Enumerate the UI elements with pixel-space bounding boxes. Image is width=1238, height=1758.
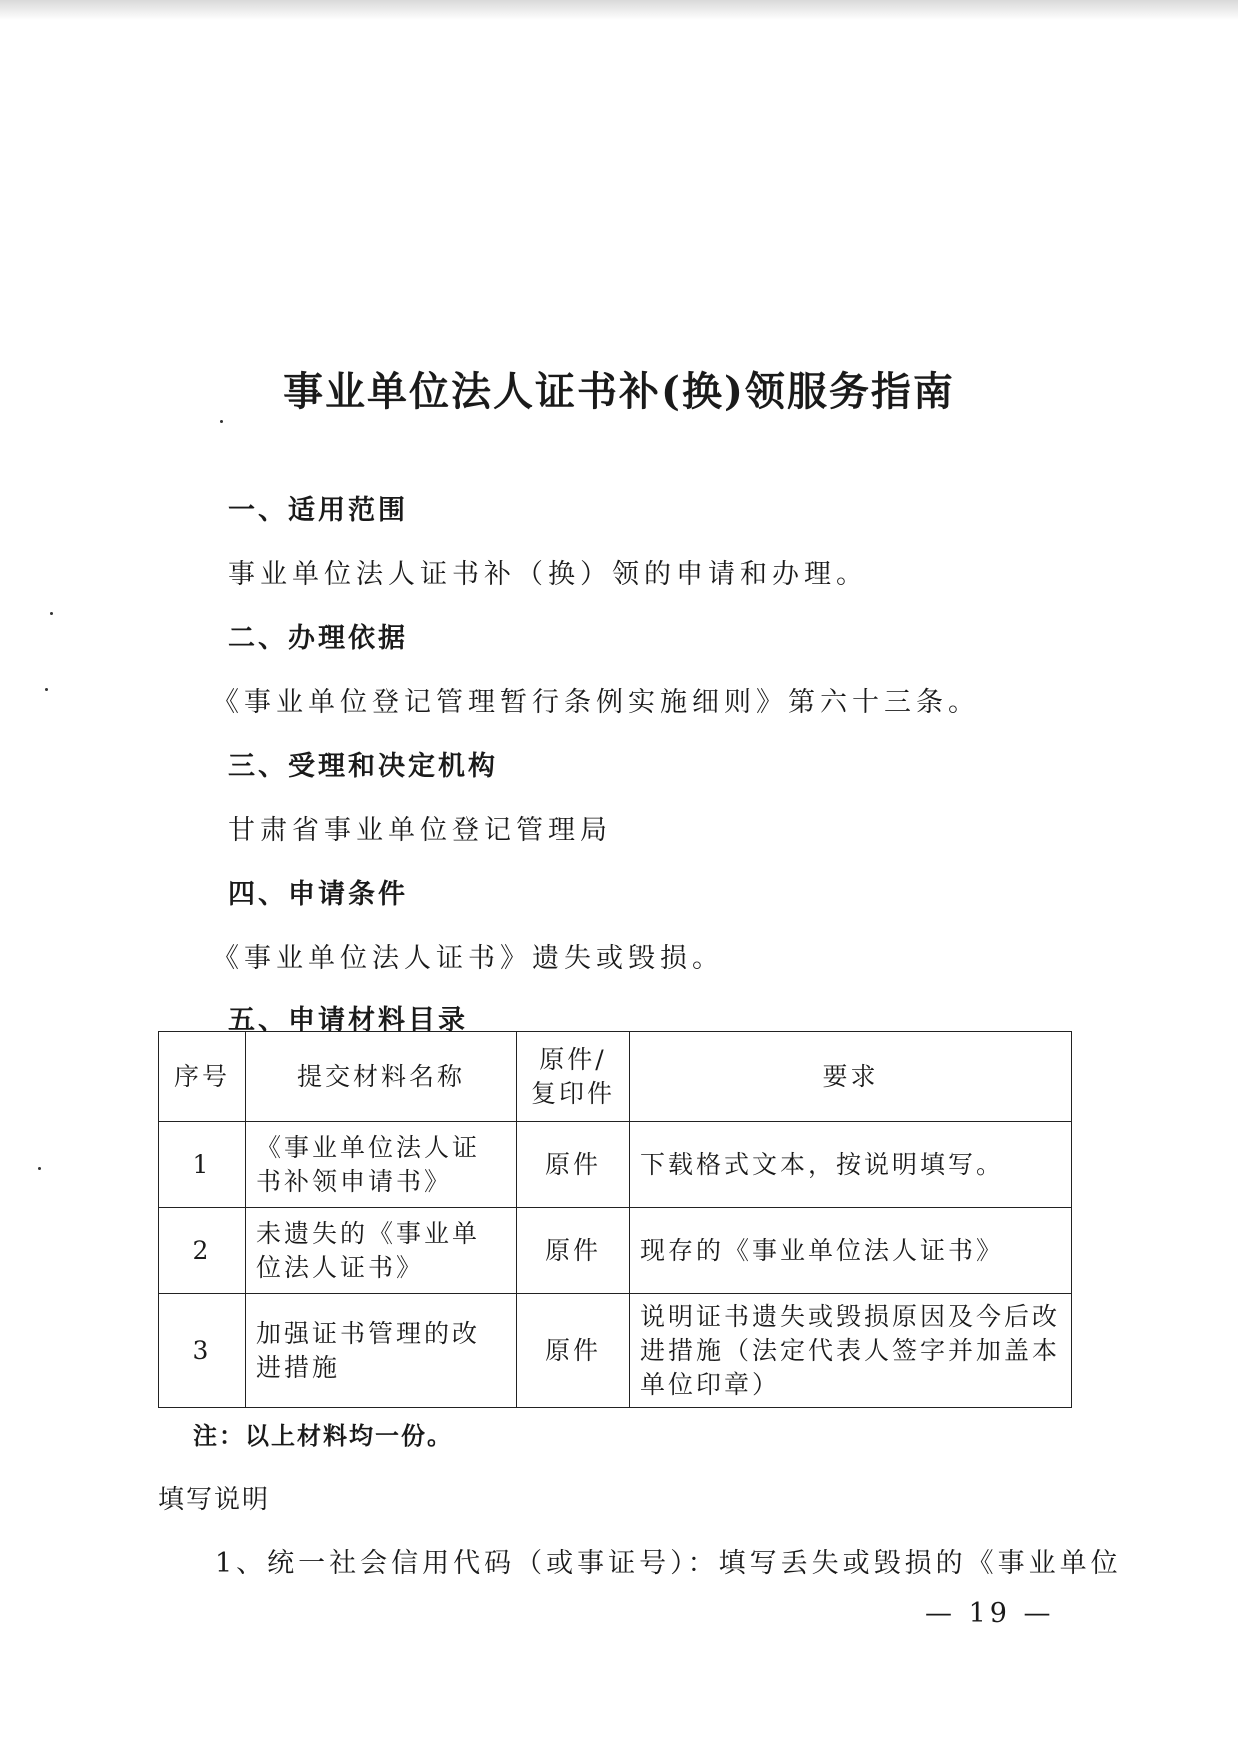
section-4-heading: 四、申请条件 — [228, 879, 408, 910]
header-type-line1: 原件/ — [539, 1044, 607, 1074]
table-row — [159, 1208, 1072, 1294]
scan-edge — [0, 0, 1238, 20]
page-number: — 19 — — [925, 1598, 1055, 1629]
row-name: 未遗失的《事业单位法人证书》 — [246, 1208, 517, 1294]
table-header-row — [159, 1032, 1072, 1122]
scan-speck — [220, 420, 223, 423]
table-row — [159, 1294, 1072, 1408]
section-1-heading: 一、适用范围 — [228, 495, 408, 526]
section-3-body: 甘肃省事业单位登记管理局 — [228, 815, 612, 846]
row-name: 加强证书管理的改进措施 — [246, 1294, 517, 1408]
header-name: 提交材料名称 — [246, 1032, 517, 1122]
header-type-line2: 复印件 — [530, 1078, 615, 1108]
table-row — [159, 1122, 1072, 1208]
row-index: 3 — [159, 1294, 246, 1408]
header-type — [517, 1032, 630, 1122]
header-requirement: 要求 — [630, 1032, 1072, 1122]
section-3-heading: 三、受理和决定机构 — [228, 751, 498, 782]
row-index: 1 — [159, 1122, 246, 1208]
row-index: 2 — [159, 1208, 246, 1294]
row-name: 《事业单位法人证书补领申请书》 — [246, 1122, 517, 1208]
scan-speck — [38, 1167, 41, 1170]
row-type: 原件 — [517, 1294, 630, 1408]
header-index: 序号 — [159, 1032, 246, 1122]
document-title: 事业单位法人证书补(换)领服务指南 — [283, 368, 955, 415]
row-type: 原件 — [517, 1122, 630, 1208]
row-requirement: 下载格式文本，按说明填写。 — [630, 1122, 1072, 1208]
section-1-body: 事业单位法人证书补（换）领的申请和办理。 — [228, 559, 868, 590]
row-requirement: 说明证书遗失或毁损原因及今后改进措施（法定代表人签字并加盖本单位印章） — [630, 1294, 1072, 1408]
scan-speck — [50, 612, 53, 615]
row-type: 原件 — [517, 1208, 630, 1294]
fill-instructions-title: 填写说明 — [158, 1485, 271, 1515]
section-5-heading: 五、申请材料目录 — [228, 1005, 468, 1036]
materials-table — [158, 1031, 1072, 1408]
row-requirement: 现存的《事业单位法人证书》 — [630, 1208, 1072, 1294]
section-2-heading: 二、办理依据 — [228, 623, 408, 654]
fill-instructions-item-1: 1、统一社会信用代码（或事证号）：填写丢失或毁损的《事业单位 — [215, 1548, 1122, 1579]
section-2-body: 《事业单位登记管理暂行条例实施细则》第六十三条。 — [212, 687, 980, 718]
table-note: 注：以上材料均一份。 — [193, 1421, 453, 1450]
section-4-body: 《事业单位法人证书》遗失或毁损。 — [212, 943, 724, 974]
scan-speck — [45, 688, 48, 691]
